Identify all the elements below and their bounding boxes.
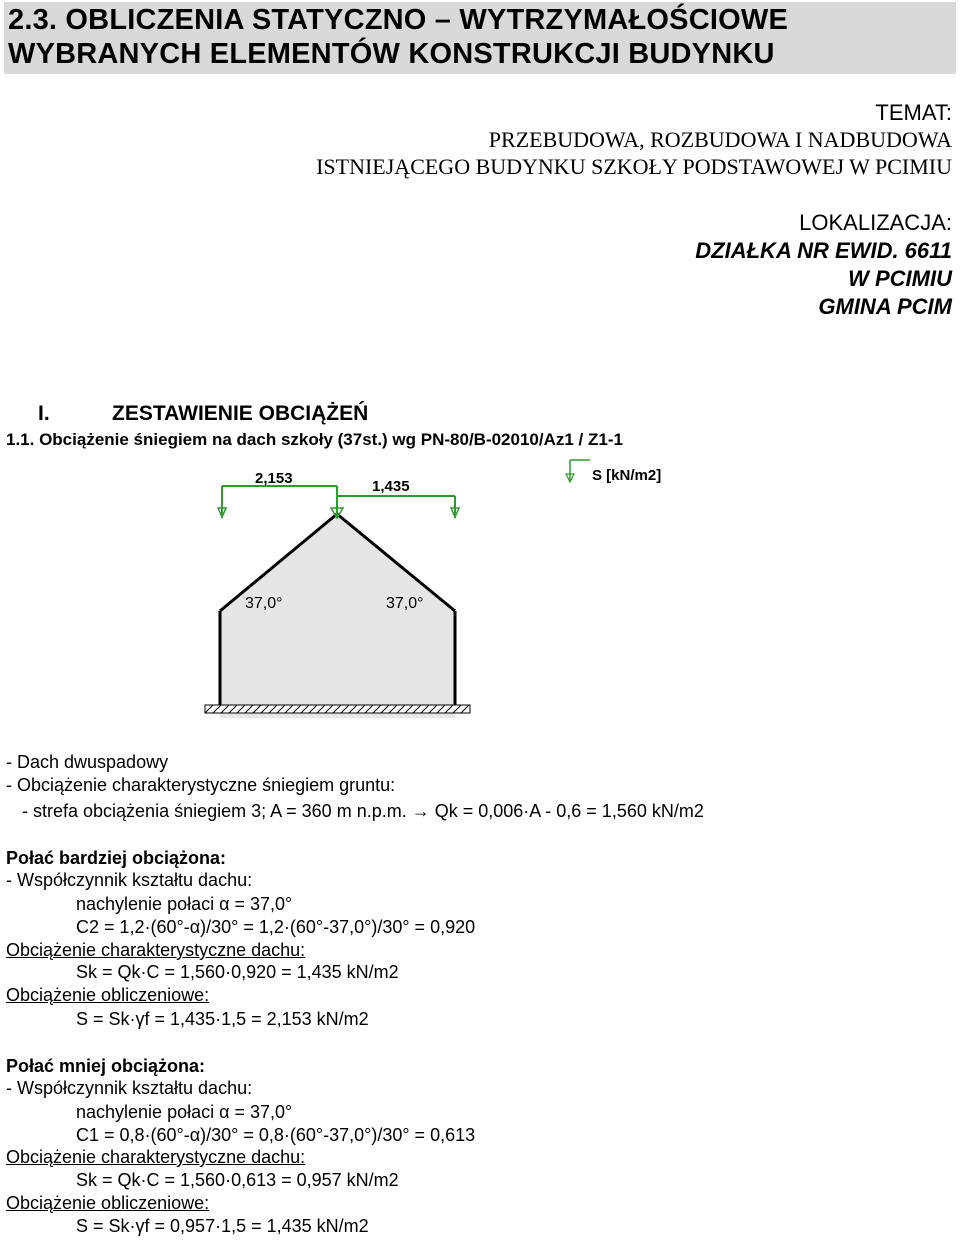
topic-label: TEMAT: [875,100,952,125]
legend-label: S [kN/m2] [592,467,662,484]
section-title: ZESTAWIENIE OBCIĄŻEŃ [112,402,369,425]
intro-line-3: - strefa obciążenia śniegiem 3; A = 360 m n.p.m. → Qk = 0,006·A - 0,6 = 1,560 kN/m2 [22,801,704,821]
topic-line-2: ISTNIEJĄCEGO BUDYNKU SZKOŁY PODSTAWOWEJ W PCIMIU [316,154,952,179]
load-value-right: 1,435 [372,478,410,495]
less-design-value: S = Sk·γf = 0,957·1,5 = 1,435 kN/m2 [76,1216,369,1236]
angle-left: 37,0° [245,595,283,612]
more-char-label: Obciążenie charakterystyczne dachu: [6,940,306,960]
location-line-1: DZIAŁKA NR EWID. 6611 [695,238,952,263]
less-coefficient: C1 = 0,8·(60°-α)/30° = 0,8·(60°-37,0°)/30° = 0,613 [76,1125,476,1145]
more-slope: nachylenie połaci α = 37,0° [76,894,293,914]
more-heading: Połać bardziej obciążona: [6,848,227,868]
page-title-line-2: WYBRANYCH ELEMENTÓW KONSTRUKCJI BUDYNKU [8,38,775,70]
section-number: I. [38,402,50,425]
more-shape-label: - Współczynnik kształtu dachu: [6,870,253,890]
less-char-label: Obciążenie charakterystyczne dachu: [6,1147,306,1167]
less-heading: Połać mniej obciążona: [6,1056,206,1076]
less-slope: nachylenie połaci α = 37,0° [76,1102,293,1122]
load-value-left: 2,153 [255,470,293,487]
location-line-3: GMINA PCIM [818,294,952,319]
more-design-label: Obciążenie obliczeniowe: [6,985,210,1005]
less-design-label: Obciążenie obliczeniowe: [6,1193,210,1213]
more-char-value: Sk = Qk·C = 1,560·0,920 = 1,435 kN/m2 [76,962,399,982]
intro-line-1: - Dach dwuspadowy [6,752,169,772]
roof-load-diagram [200,456,700,718]
subsection-title: 1.1. Obciążenie śniegiem na dach szkoły (37st.) wg PN-80/B-02010/Az1 / Z1-1 [6,430,623,449]
page-title-line-1: 2.3. OBLICZENIA STATYCZNO – WYTRZYMAŁOŚCIOWE [8,4,788,36]
less-char-value: Sk = Qk·C = 1,560·0,613 = 0,957 kN/m2 [76,1170,399,1190]
intro-line-2: - Obciążenie charakterystyczne śniegiem gruntu: [6,775,396,795]
topic-line-1: PRZEBUDOWA, ROZBUDOWA I NADBUDOWA [488,127,952,152]
angle-right: 37,0° [386,595,424,612]
building-fill [220,514,455,718]
more-design-value: S = Sk·γf = 1,435·1,5 = 2,153 kN/m2 [76,1009,369,1029]
more-coefficient: C2 = 1,2·(60°-α)/30° = 1,2·(60°-37,0°)/30° = 0,920 [76,917,476,937]
less-shape-label: - Współczynnik kształtu dachu: [6,1078,253,1098]
location-line-2: W PCIMIU [848,266,952,291]
location-label: LOKALIZACJA: [799,210,952,235]
